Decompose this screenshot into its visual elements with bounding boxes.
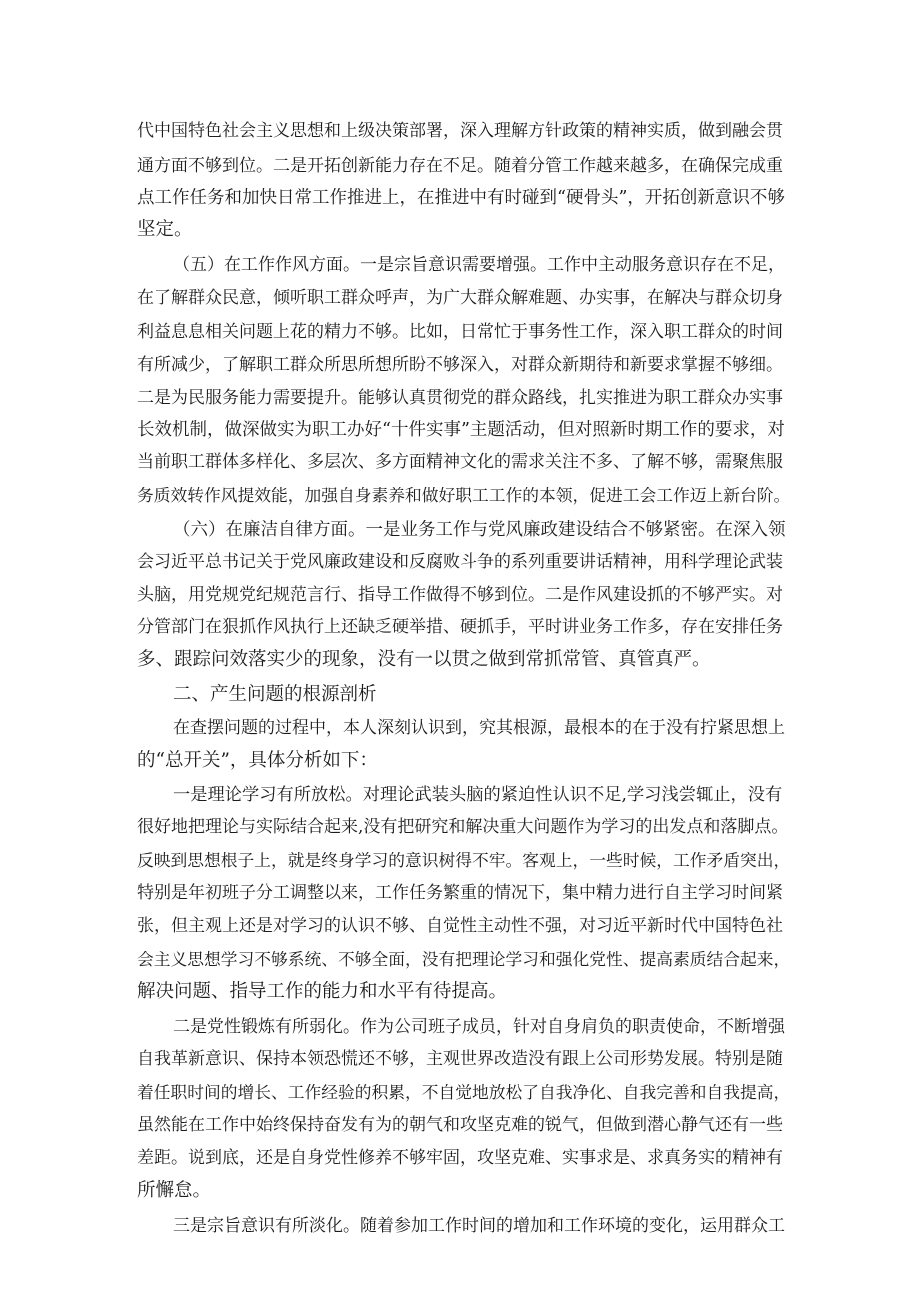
text-line: 特别是年初班子分工调整以来，工作任务繁重的情况下，集中精力进行自主学习时间紧 xyxy=(137,883,783,903)
text-line: 代中国特色社会主义思想和上级决策部署，深入理解方针政策的精神实质，做到融会贯 xyxy=(137,121,783,141)
text-line: 会习近平总书记关于党风廉政建设和反腐败斗争的系列重要讲话精神，用科学理论武装 xyxy=(137,552,783,572)
text-line: 分管部门在狠抓作风执行上还缺乏硬举措、硬抓手，平时讲业务工作多，存在安排任务 xyxy=(137,617,783,637)
text-line: （五）在工作作风方面。一是宗旨意识需要增强。工作中主动服务意识存在不足， xyxy=(173,255,785,275)
text-line: 解决问题、指导工作的能力和水平有待提高。 xyxy=(137,981,508,1002)
text-line: 点工作任务和加快日常工作推进上，在推进中有时碰到“硬骨头”，开拓创新意识不够 xyxy=(137,188,785,208)
text-line: 长效机制，做深做实为职工办好“十件实事”主题活动，但对照新时期工作的要求，对 xyxy=(137,420,785,440)
text-line: 通方面不够到位。二是开拓创新能力存在不足。随着分管工作越来越多，在确保完成重 xyxy=(137,156,783,176)
text-line: 一是理论学习有所放松。对理论武装头脑的紧迫性认识不足,学习浅尝辄止，没有 xyxy=(173,785,783,805)
text-line: （六）在廉洁自律方面。一是业务工作与党风廉政建设结合不够紧密。在深入领 xyxy=(173,520,786,540)
text-line: 的“总开关”，具体分析如下： xyxy=(137,750,378,771)
text-line: 虽然能在工作中始终保持奋发有为的朝气和攻坚克难的锐气，但做到潜心静气还有一些 xyxy=(137,1115,783,1135)
text-line: 反映到思想根子上，就是终身学习的意识树得不牢。客观上，一些时候，工作矛盾突出， xyxy=(137,850,791,870)
text-line: 二是为民服务能力需要提升。能够认真贯彻党的群众路线，扎实推进为职工群众办实事 xyxy=(137,388,783,408)
text-line: 坚定。 xyxy=(137,219,193,240)
text-line: 会主义思想学习不够系统、不够全面，没有把理论学习和强化党性、提高素质结合起来， xyxy=(137,949,791,969)
text-line: 在查摆问题的过程中，本人深刻认识到，究其根源，最根本的在于没有拧紧思想上 xyxy=(173,718,785,738)
text-line: 自我革新意识、保持本领恐慌还不够，主观世界改造没有跟上公司形势发展。特别是随 xyxy=(137,1049,783,1069)
text-line: 利益息息相关问题上花的精力不够。比如，日常忙于事务性工作，深入职工群众的时间 xyxy=(137,322,783,342)
text-line: 张，但主观上还是对学习的认识不够、自觉性主动性不强，对习近平新时代中国特色社 xyxy=(137,916,783,936)
text-line: 二是党性锻炼有所弱化。作为公司班子成员，针对自身肩负的职责使命，不断增强 xyxy=(173,1017,785,1037)
text-line: 很好地把理论与实际结合起来,没有把研究和解决重大问题作为学习的出发点和落脚点。 xyxy=(137,817,789,837)
text-line: 务质效转作风提效能，加强自身素养和做好职工工作的本领，促进工会工作迈上新台阶。 xyxy=(137,485,791,505)
text-line: 着任职时间的增长、工作经验的积累，不自觉地放松了自我净化、自我完善和自我提高， xyxy=(137,1082,791,1102)
text-line: 在了解群众民意，倾听职工群众呼声，为广大群众解难题、办实事，在解决与群众切身 xyxy=(137,288,783,308)
text-line: 差距。说到底，还是自身党性修养不够牢固，攻坚克难、实事求是、求真务实的精神有 xyxy=(137,1148,783,1168)
section-heading: 二、产生问题的根源剖析 xyxy=(173,684,377,705)
text-line: 三是宗旨意识有所淡化。随着参加工作时间的增加和工作环境的变化，运用群众工 xyxy=(173,1216,785,1236)
text-line: 多、跟踪问效落实少的现象，没有一以贯之做到常抓常管、真管真严。 xyxy=(137,649,711,670)
text-line: 所懈怠。 xyxy=(137,1180,212,1201)
text-line: 有所减少，了解职工群众所思所想所盼不够深入，对群众新期待和新要求掌握不够细。 xyxy=(137,355,783,375)
text-line: 头脑，用党规党纪规范言行、指导工作做得不够到位。二是作风建设抓的不够严实。对 xyxy=(137,585,783,605)
text-line: 当前职工群体多样化、多层次、多方面精神文化的需求关注不多、了解不够，需聚焦服 xyxy=(137,452,783,472)
